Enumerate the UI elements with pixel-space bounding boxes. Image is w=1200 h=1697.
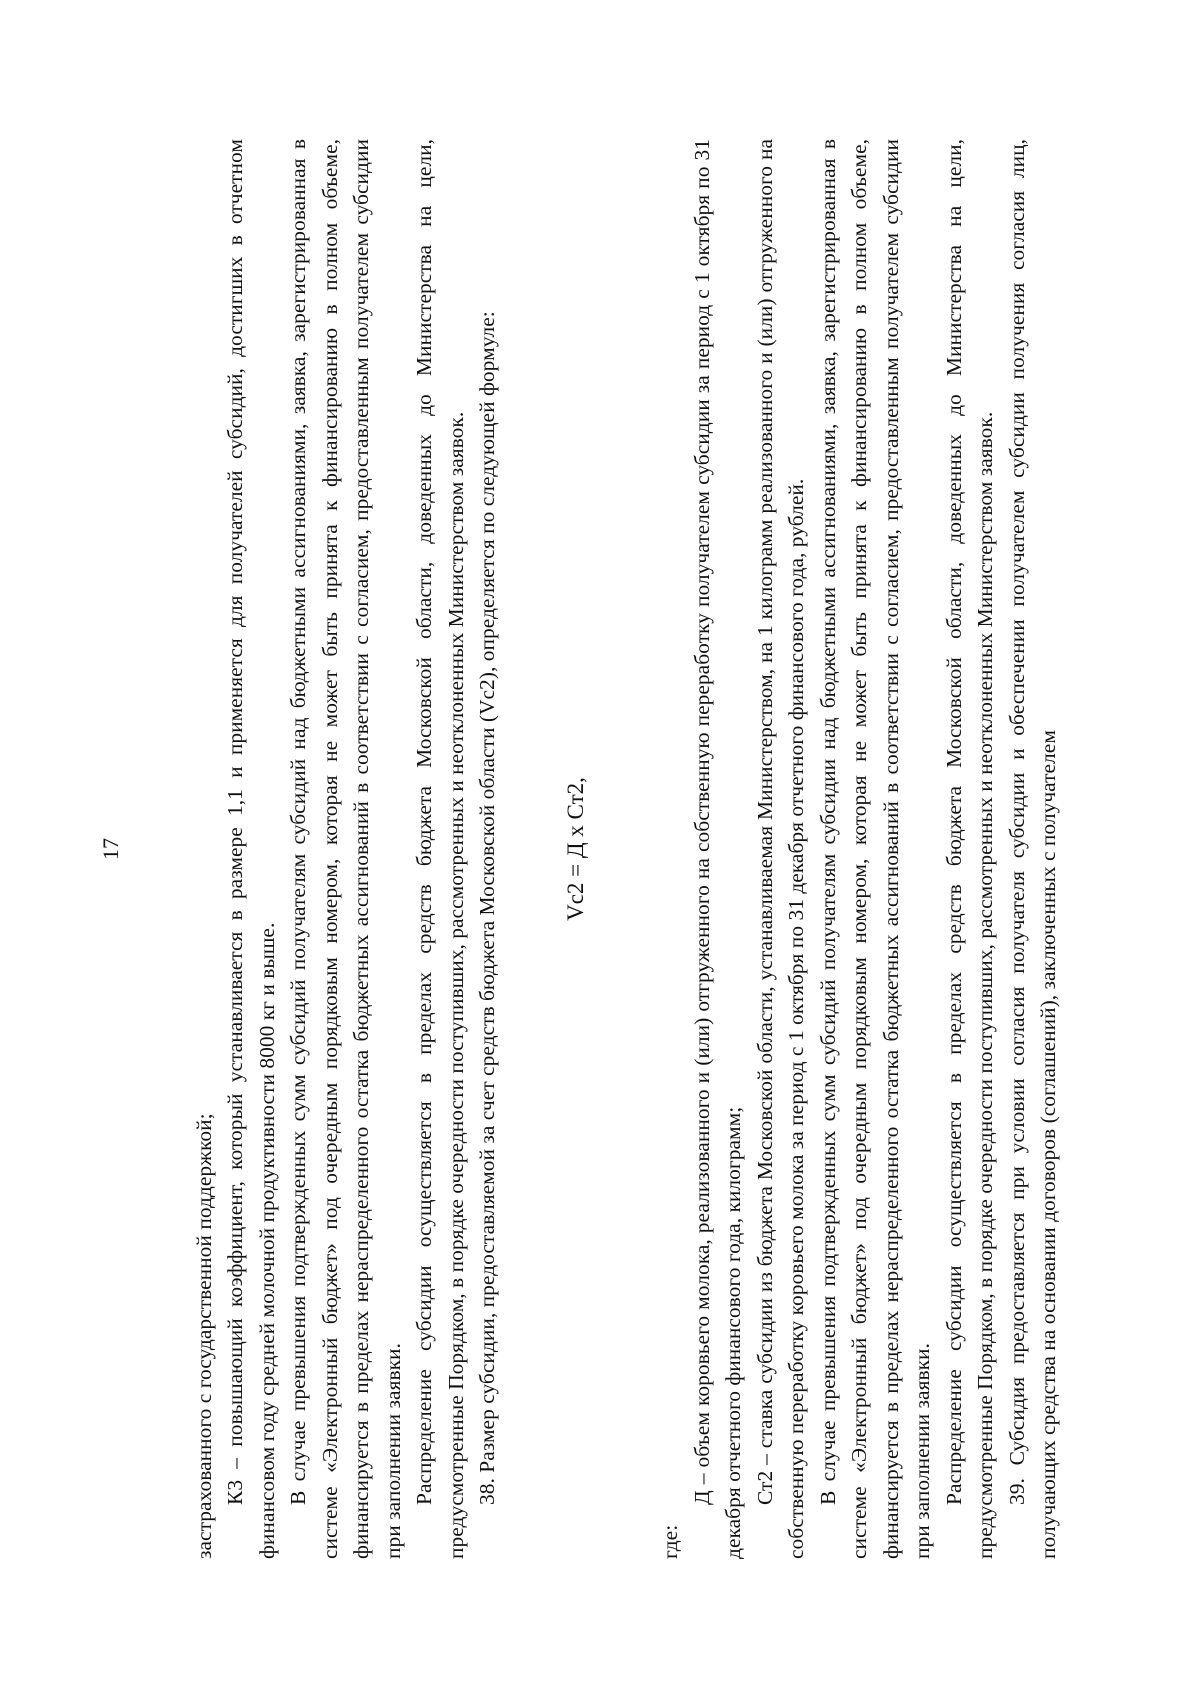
paragraph-d-definition: Д – объем коровьего молока, реализованного и (или) отгруженного на собственную переработку получателем субсидии за период с 1 октября по 31 декабря отчетного финансового года, килограмм; (689, 138, 745, 1559)
paragraph-distribution-1: Распределение субсидии осуществляется в пределах средств бюджета Московской области, доведенных до Министерства на цели, предусмотренные Порядком, в порядке очередности поступивших, рассмотренных и неотклоненных Министерством заявок. (412, 138, 468, 1559)
paragraph-38: 38. Размер субсидии, предоставляемой за счет средств бюджета Московской области (Vс2), определяется по следующей формуле: (475, 310, 499, 1505)
paragraph-39: 39. Субсидия предоставляется при условии согласия получателя субсидии и обеспечении получателем субсидии получения согласия лиц, получающих средства на основании договоров (соглашений), заключенных с получателем (1004, 138, 1060, 1559)
rotated-page-content (95, 139, 1105, 1559)
page-number: 17 (98, 837, 123, 860)
paragraph-distribution-2: Распределение субсидии осуществляется в пределах средств бюджета Московской области, доведенных до Министерства на цели, предусмотренные Порядком, в порядке очередности поступивших, рассмотренных и неотклоненных Министерством заявок. (941, 138, 997, 1559)
paragraph-k3: К3 – повышающий коэффициент, который устанавливается в размере 1,1 и применяется для получателей субсидий, достигших в отчетном финансовом году средней молочной продуктивности 8000 кг и выше. (223, 138, 279, 1559)
formula: Vс2 = Д х Ст2, (562, 776, 588, 921)
paragraph-excess-1: В случае превышения подтвержденных сумм субсидий получателям субсидий над бюджетными ассигнованиями, заявка, зарегистрированная в системе «Электронный бюджет» под очередным порядковым номером, которая не может быть принята к финансированию в полном объеме, финансируется в пределах нераспределенного остатка бюджетных ассигнований в соответствии с согласием, предоставленным получателем субсидии при заполнении заявки. (286, 138, 405, 1559)
paragraph-continuation: застрахованного с государственной поддержкой; (191, 1112, 216, 1559)
paragraph-st2-definition: Ст2 – ставка субсидии из бюджета Московской области, устанавливаемая Министерством, на 1 килограмм реализованного и (или) отгруженного на собственную переработку коровьего молока за период с 1 октября по 31 декабря отчетного финансового года, рублей. (752, 138, 808, 1559)
where-label: где: (658, 1524, 682, 1559)
paragraph-excess-2: В случае превышения подтвержденных сумм субсидий получателям субсидии над бюджетными ассигнованиями, заявка, зарегистрированная в системе «Электронный бюджет» под очередным порядковым номером, которая не может быть принята к финансированию в полном объеме, финансируется в пределах нераспределенного остатка бюджетных ассигнований в соответствии с согласием, предоставленным получателем субсидии при заполнении заявки. (815, 138, 934, 1559)
